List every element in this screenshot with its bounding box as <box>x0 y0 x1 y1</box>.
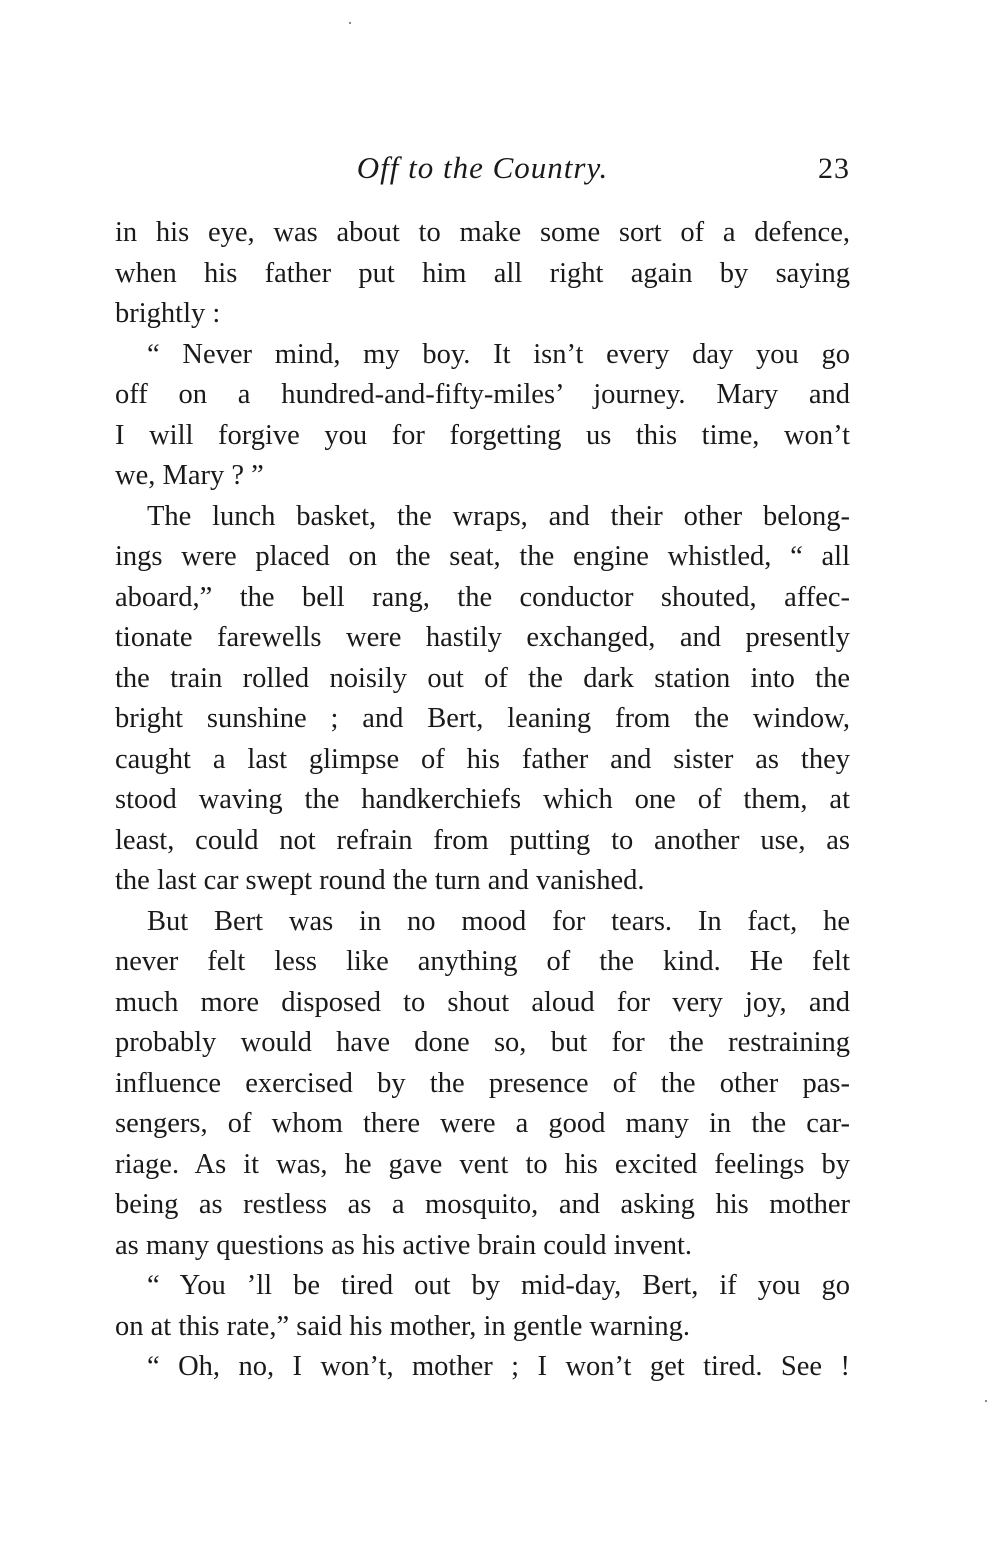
text-line: “ Oh, no, I won’t, mother ; I won’t get tired. See ! <box>147 1351 850 1382</box>
text-line: probably would have done so, but for the restraining <box>115 1027 850 1058</box>
scan-speck <box>985 1400 987 1402</box>
text-line: never felt less like anything of the kind. He felt <box>115 946 850 977</box>
text-line: sengers, of whom there were a good many in the car- <box>115 1108 850 1139</box>
text-line: “ Never mind, my boy. It isn’t every day you go <box>147 338 850 370</box>
text-line: off on a hundred-and-fifty-miles’ journey. Mary and <box>115 379 850 410</box>
body-text <box>115 213 850 1388</box>
text-line: The lunch basket, the wraps, and their other belong- <box>147 500 850 532</box>
text-line: least, could not refrain from putting to another use, as <box>115 824 850 856</box>
text-line: on at this rate,” said his mother, in gentle warning. <box>115 1310 691 1342</box>
text-line: we, Mary ? ” <box>115 460 264 491</box>
text-line: brightly : <box>115 298 221 329</box>
scan-speck <box>349 22 351 24</box>
page-number: 23 <box>818 152 850 185</box>
text-line: riage. As it was, he gave vent to his excited feelings by <box>115 1148 850 1180</box>
text-line: as many questions as his active brain could invent. <box>115 1229 692 1261</box>
text-line: ings were placed on the seat, the engine whistled, “ all <box>115 541 850 572</box>
text-line: “ You ’ll be tired out by mid-day, Bert, if you go <box>147 1270 850 1301</box>
text-line: the last car swept round the turn and vanished. <box>115 865 645 896</box>
text-line: in his eye, was about to make some sort of a defence, <box>115 217 850 248</box>
text-line: bright sunshine ; and Bert, leaning from the window, <box>115 703 850 734</box>
running-head <box>115 150 850 190</box>
text-line: caught a last glimpse of his father and sister as they <box>115 743 850 775</box>
text-line: aboard,” the bell rang, the conductor shouted, affec- <box>115 581 850 613</box>
text-line: stood waving the handkerchiefs which one of them, at <box>115 784 850 815</box>
text-line: when his father put him all right again by saying <box>115 257 850 289</box>
text-line: But Bert was in no mood for tears. In fact, he <box>147 905 850 937</box>
text-line: the train rolled noisily out of the dark station into the <box>115 662 850 694</box>
text-line: much more disposed to shout aloud for very joy, and <box>115 986 850 1018</box>
running-title: Off to the Country. <box>356 150 609 185</box>
text-line: being as restless as a mosquito, and asking his mother <box>115 1189 850 1220</box>
text-line: influence exercised by the presence of the other pas- <box>115 1067 850 1099</box>
text-line: I will forgive you for forgetting us this time, won’t <box>115 419 850 451</box>
text-line: tionate farewells were hastily exchanged, and presently <box>115 622 850 653</box>
